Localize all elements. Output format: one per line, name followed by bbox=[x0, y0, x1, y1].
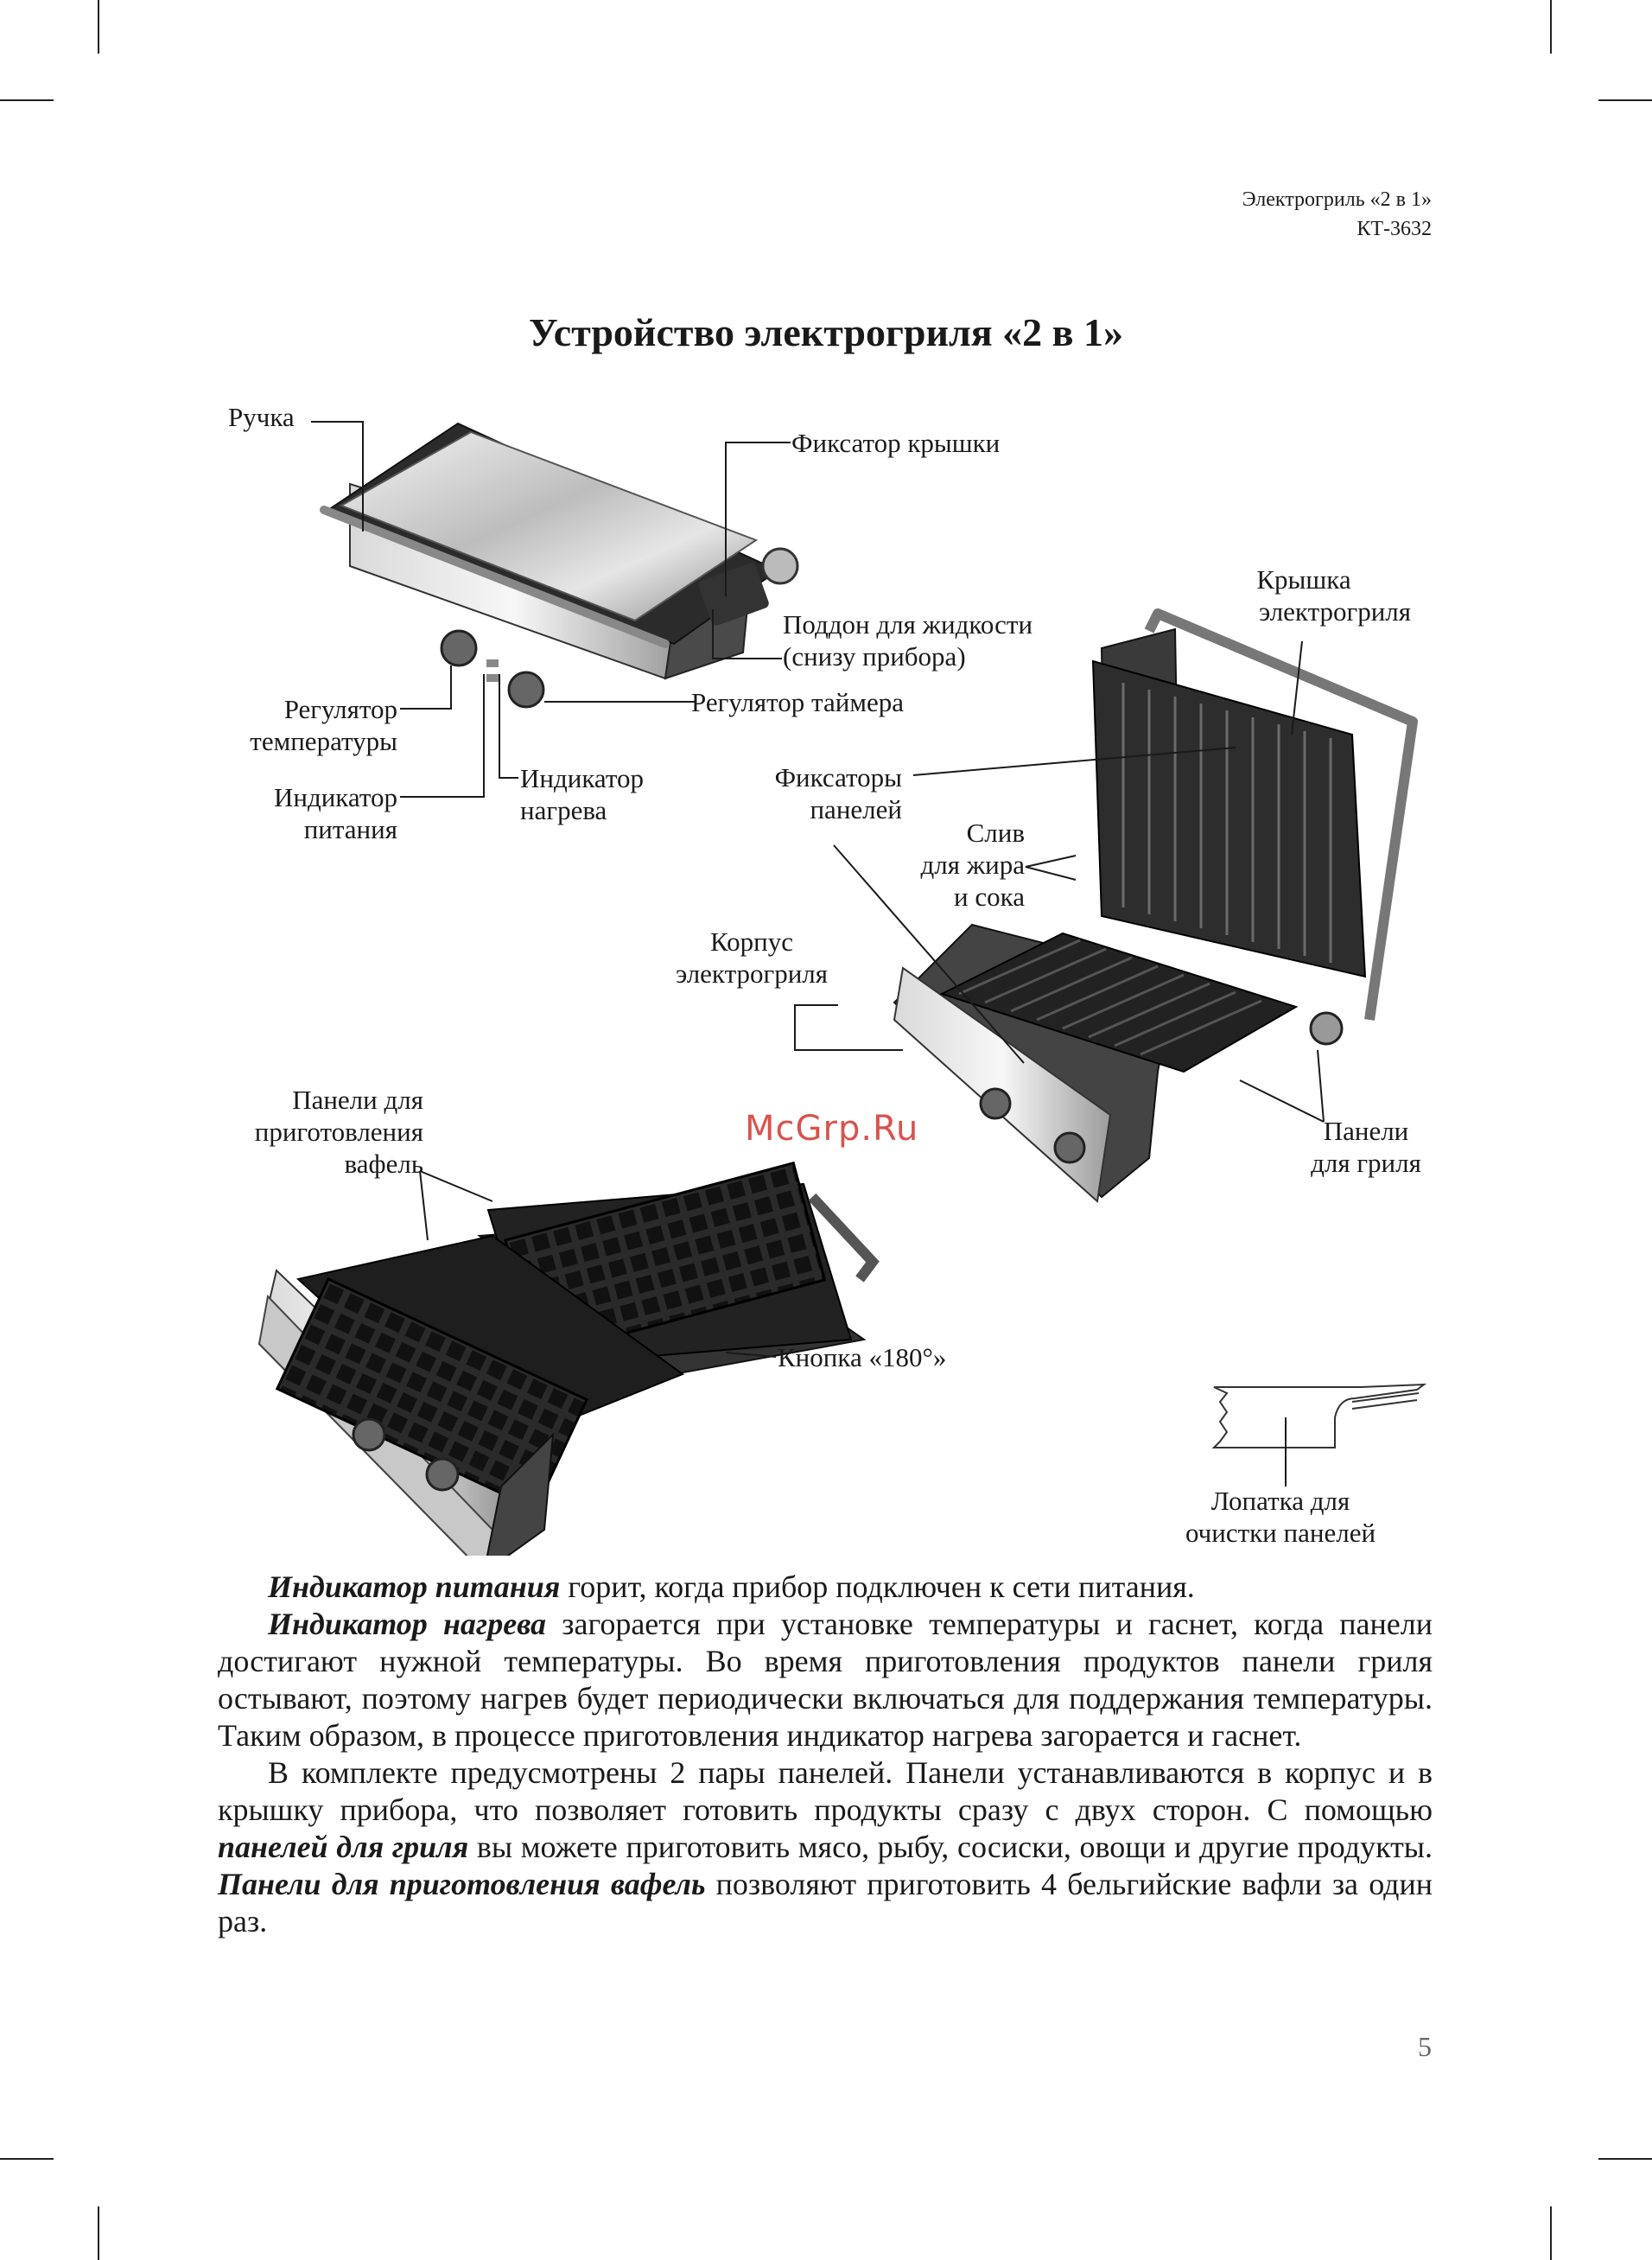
page-title: Устройство электрогриля «2 в 1» bbox=[528, 310, 1124, 354]
text-heat-indicator: загорается при установке температуры и гаснет, когда панели достигают нужной температуры. Во время приготовления продуктов панели гриля остывают, поэтому нагрев будет периодически включаться для поддержания температуры. Таким образом, в процессе приготовления индикатор нагрева загорается и гаснет. bbox=[218, 1607, 1433, 1753]
scraper-illustration bbox=[1214, 1385, 1424, 1448]
label-power-indicator-1: Индикатор bbox=[273, 782, 397, 812]
paragraph-panels bbox=[218, 1754, 1433, 1940]
label-grill-panels-2: для гриля bbox=[1311, 1148, 1421, 1178]
body-text bbox=[218, 1569, 1433, 1940]
label-heat-indicator-2: нагрева bbox=[520, 795, 607, 825]
header-model: КТ-3632 bbox=[1357, 218, 1432, 240]
label-panel-latches-2: панелей bbox=[810, 794, 902, 824]
term-grill-panels: панелей для гриля bbox=[218, 1830, 469, 1864]
crop-mark bbox=[98, 2206, 99, 2260]
paragraph-heat-indicator bbox=[218, 1606, 1433, 1754]
term-power-indicator: Индикатор питания bbox=[268, 1569, 561, 1604]
term-heat-indicator: Индикатор нагрева bbox=[268, 1607, 547, 1641]
text-panels-2: вы можете приготовить мясо, рыбу, сосиски, овощи и другие продукты. bbox=[468, 1830, 1433, 1864]
crop-mark bbox=[1598, 2158, 1652, 2160]
label-scraper-1: Лопатка для bbox=[1210, 1486, 1350, 1516]
paragraph-power-indicator bbox=[218, 1569, 1433, 1606]
label-waffle-panels-3: вафель bbox=[344, 1149, 423, 1179]
term-waffle-panels: Панели для приготовления вафель bbox=[218, 1867, 706, 1901]
label-lid-1: Крышка bbox=[1256, 564, 1351, 595]
header-product: Электрогриль «2 в 1» bbox=[1242, 188, 1432, 211]
label-waffle-panels-2: приготовления bbox=[254, 1117, 423, 1147]
label-drain-2: для жира bbox=[920, 850, 1025, 880]
label-drain-1: Слив bbox=[966, 818, 1025, 848]
label-lid-latch: Фиксатор крышки bbox=[791, 428, 1001, 458]
crop-mark bbox=[1550, 2206, 1552, 2260]
label-grill-panels-1: Панели bbox=[1323, 1116, 1409, 1146]
label-button-180: Кнопка «180°» bbox=[778, 1342, 947, 1372]
page-number: 5 bbox=[1418, 2031, 1432, 2062]
label-temp-regulator-1: Регулятор bbox=[283, 694, 397, 724]
text-panels-1: В комплекте предусмотрены 2 пары панелей. Панели устанавливаются в корпус и в крышку прибора, что позволяет готовить продукты сразу с двух сторон. С помощью bbox=[218, 1755, 1433, 1827]
label-temp-regulator-2: температуры bbox=[250, 726, 397, 756]
crop-mark bbox=[0, 2158, 54, 2160]
label-lid-2: электрогриля bbox=[1258, 596, 1412, 627]
label-power-indicator-2: питания bbox=[303, 814, 397, 844]
watermark: McGrp.Ru bbox=[745, 1109, 919, 1149]
label-drip-tray-note: (снизу прибора) bbox=[783, 641, 966, 672]
label-drain-3: и сока bbox=[954, 882, 1025, 912]
label-handle: Ручка bbox=[228, 402, 295, 432]
label-heat-indicator-1: Индикатор bbox=[520, 763, 645, 793]
text-panels-3: позволяют приготовить 4 бельгийские вафли за один раз. bbox=[218, 1867, 1433, 1939]
text-power-indicator: горит, когда прибор подключен к сети питания. bbox=[560, 1569, 1195, 1604]
label-scraper-2: очистки панелей bbox=[1185, 1518, 1376, 1548]
label-timer-regulator: Регулятор таймера bbox=[691, 687, 904, 717]
label-drip-tray: Поддон для жидкости bbox=[783, 609, 1033, 640]
label-panel-latches-1: Фиксаторы bbox=[774, 762, 902, 793]
label-waffle-panels-1: Панели для bbox=[292, 1085, 423, 1115]
label-body-1: Корпус bbox=[710, 926, 793, 957]
label-body-2: электрогриля bbox=[675, 958, 829, 989]
